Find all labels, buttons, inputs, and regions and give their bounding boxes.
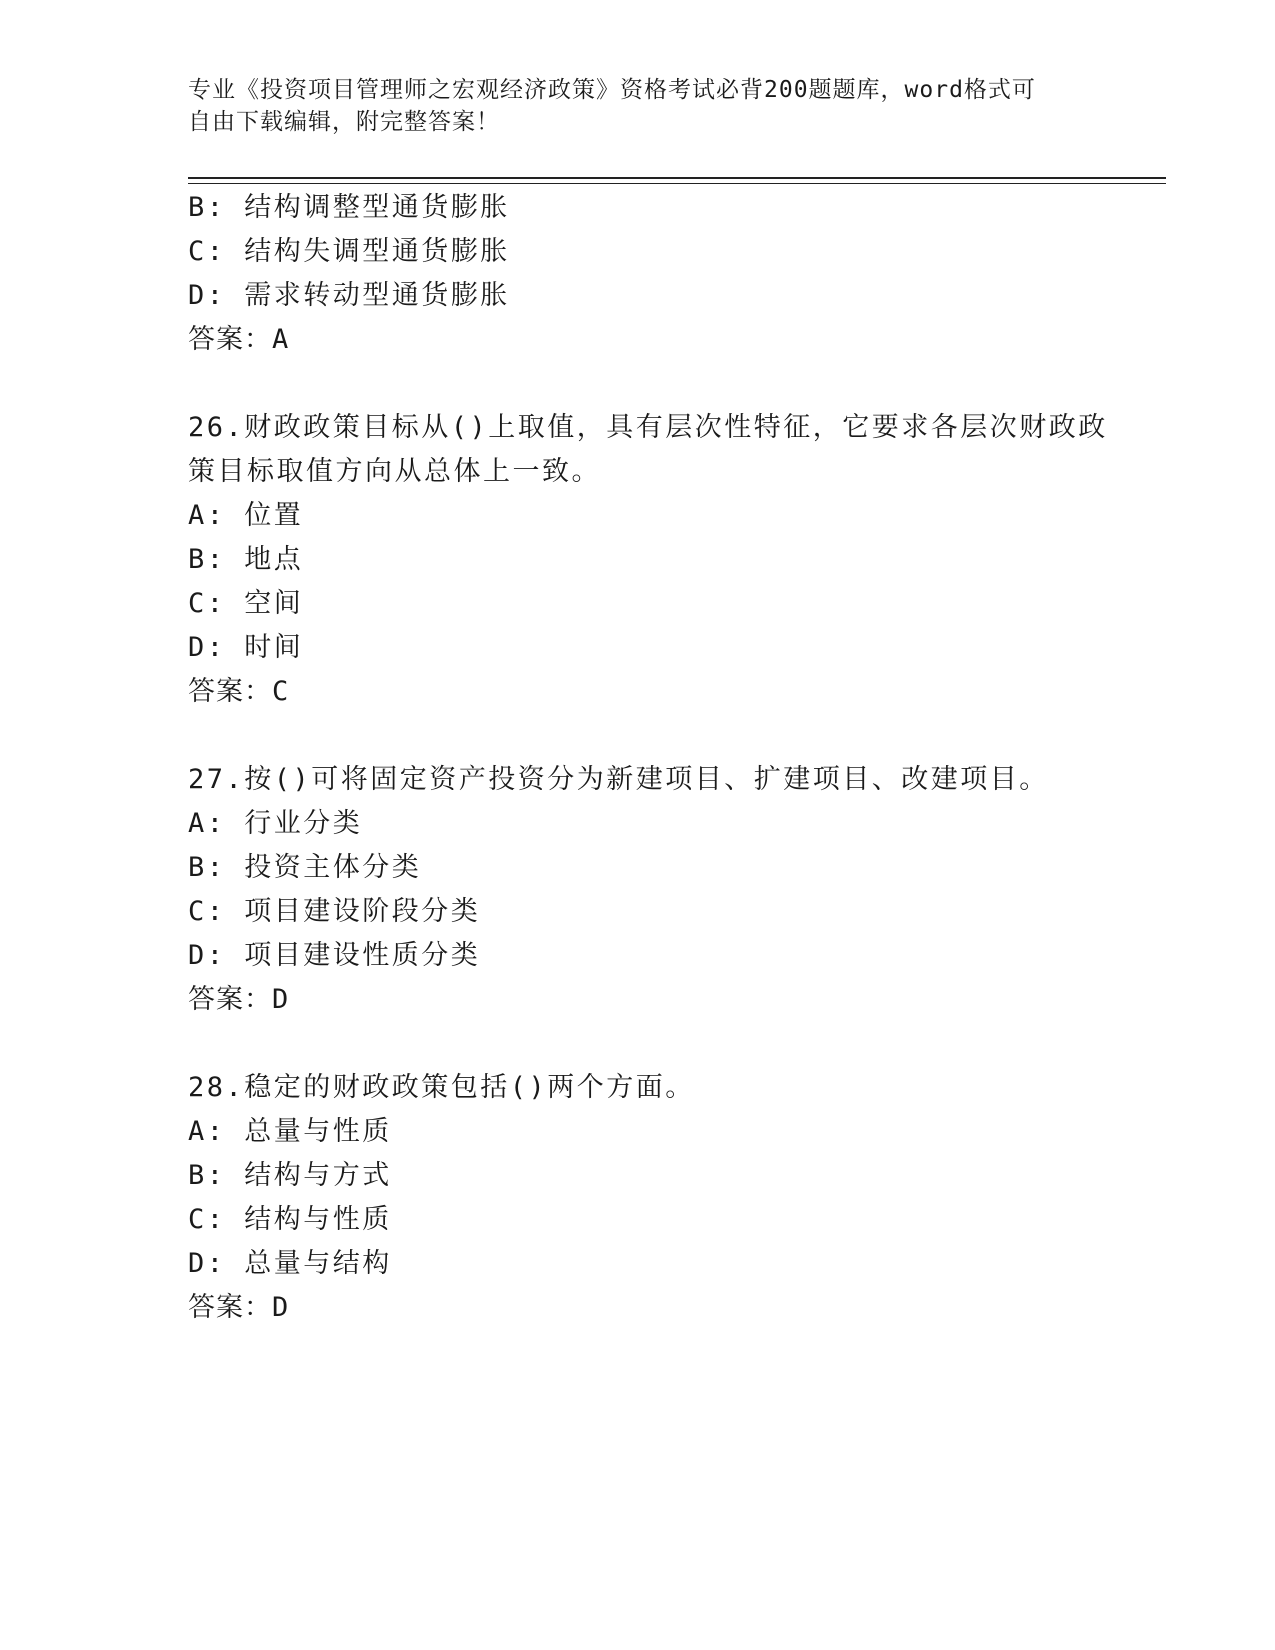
- q26-stem-line-1: 26.财政政策目标从()上取值，具有层次性特征，它要求各层次财政政: [188, 412, 1108, 443]
- q26-option-a: A: 位置: [188, 500, 304, 531]
- q28-option-b: B: 结构与方式: [188, 1160, 392, 1191]
- q26-answer: 答案：C: [188, 676, 290, 707]
- q27-option-d: D: 项目建设性质分类: [188, 940, 481, 971]
- header-divider-thick: [188, 177, 1166, 179]
- q28-stem-line-1: 28.稳定的财政政策包括()两个方面。: [188, 1072, 695, 1103]
- q27-stem-line-1: 27.按()可将固定资产投资分为新建项目、扩建项目、改建项目。: [188, 764, 1049, 795]
- prev-answer: 答案：A: [188, 324, 290, 355]
- q27-option-c: C: 项目建设阶段分类: [188, 896, 481, 927]
- document-header: [188, 74, 1088, 138]
- q28-answer: 答案：D: [188, 1292, 290, 1323]
- q26-stem-line-2: 策目标取值方向从总体上一致。: [188, 456, 601, 487]
- prev-option-c: C: 结构失调型通货膨胀: [188, 236, 510, 267]
- header-divider-thin: [188, 183, 1166, 184]
- prev-option-b: B: 结构调整型通货膨胀: [188, 192, 510, 223]
- q26-option-d: D: 时间: [188, 632, 304, 663]
- header-line-2: 自由下载编辑，附完整答案！: [188, 109, 500, 135]
- q28-option-c: C: 结构与性质: [188, 1204, 392, 1235]
- q28-option-a: A: 总量与性质: [188, 1116, 392, 1147]
- q27-answer: 答案：D: [188, 984, 290, 1015]
- header-line-1: 专业《投资项目管理师之宏观经济政策》资格考试必背200题题库，word格式可: [188, 77, 1036, 103]
- prev-option-d: D: 需求转动型通货膨胀: [188, 280, 510, 311]
- q26-option-b: B: 地点: [188, 544, 304, 575]
- q27-option-a: A: 行业分类: [188, 808, 363, 839]
- q27-option-b: B: 投资主体分类: [188, 852, 422, 883]
- q26-option-c: C: 空间: [188, 588, 304, 619]
- q28-option-d: D: 总量与结构: [188, 1248, 392, 1279]
